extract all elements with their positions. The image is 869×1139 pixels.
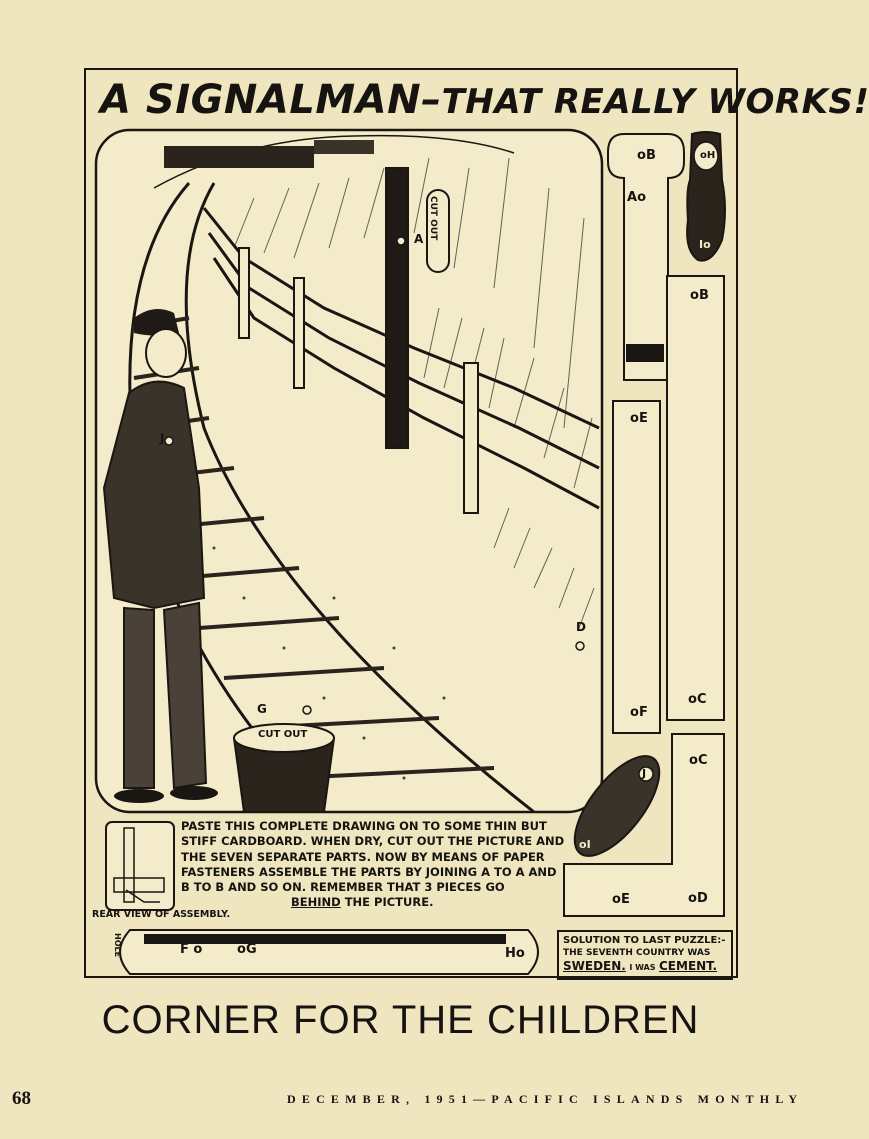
bracket-e-label: oE	[612, 892, 630, 907]
short-strip-piece	[612, 400, 661, 734]
lever-bar-piece	[108, 928, 550, 976]
strip-b-label: oB	[690, 288, 709, 303]
arm-b-label: oB	[637, 148, 656, 163]
lever-g-label: oG	[237, 942, 257, 957]
signalman-illustration	[94, 128, 604, 814]
assembly-instructions: PASTE THIS COMPLETE DRAWING ON TO SOME THIN BUT STIFF CARDBOARD. WHEN DRY, CUT OUT THE PICTURE AND THE SEVEN SEPARATE PARTS. NOW BY MEANS OF PAPER FASTENERS ASSEMBLE THE PARTS BY JOINING A TO A AND B TO B AND SO ON. REMEMBER THAT 3 PIECES GO BEHIND THE PICTURE.	[181, 819, 565, 910]
hand-h-label: oH	[700, 150, 716, 161]
lever-h-label: Ho	[505, 946, 525, 961]
lever-side-label: HOLE	[113, 933, 122, 958]
hand-i-label: Io	[699, 238, 711, 251]
arm-a-label: Ao	[627, 190, 646, 205]
point-j-label: J	[160, 431, 165, 445]
strip-e-label: oE	[630, 411, 648, 426]
rear-view-label: REAR VIEW OF ASSEMBLY.	[92, 909, 231, 920]
cut-out-slot-label: CUT OUT	[428, 196, 438, 241]
lever-f-label: F o	[180, 942, 203, 957]
cut-out-lever-label: CUT OUT	[258, 729, 308, 740]
strip-c-label: oC	[688, 692, 707, 707]
solution-box: SOLUTION TO LAST PUZZLE:- THE SEVENTH COUNTRY WAS SWEDEN. I WAS CEMENT.	[557, 930, 733, 980]
masthead: DECEMBER, 1951—PACIFIC ISLANDS MONTHLY	[287, 1092, 804, 1106]
bracket-c-label: oC	[689, 753, 708, 768]
point-g-label: G	[257, 702, 267, 716]
page-number: 68	[12, 1088, 31, 1109]
arm-j-label: J	[642, 767, 647, 780]
arm-i-label: oI	[579, 838, 591, 851]
bracket-d-label: oD	[688, 891, 708, 906]
rear-view-diagram	[104, 820, 176, 912]
post-strip-piece	[666, 275, 725, 721]
corner-title: CORNER FOR THE CHILDREN	[101, 998, 700, 1042]
point-a-label: A	[414, 232, 424, 246]
point-d-label: D	[576, 620, 586, 634]
headline: A SIGNALMAN–THAT REALLY WORKS!	[100, 77, 869, 123]
strip-f-label: oF	[630, 705, 648, 720]
